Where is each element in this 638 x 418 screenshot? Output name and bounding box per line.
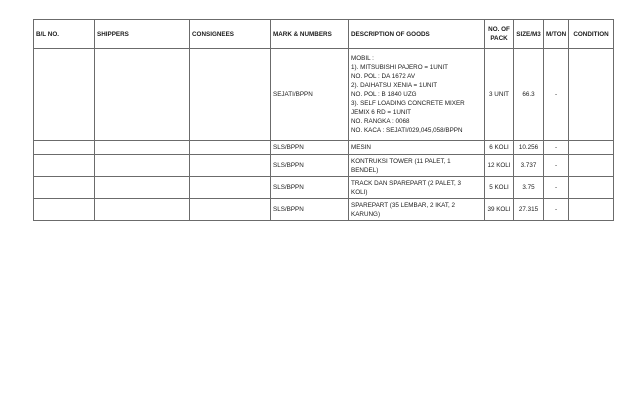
header-condition: CONDITION <box>569 20 614 49</box>
cell-size: 27.315 <box>514 199 544 221</box>
cell-size: 66.3 <box>514 49 544 141</box>
cell-consignees <box>190 141 271 155</box>
description-line: MESIN <box>351 144 371 151</box>
cell-shippers <box>95 155 190 177</box>
cell-condition <box>569 199 614 221</box>
table-row <box>34 49 614 141</box>
manifest-sheet <box>33 19 614 221</box>
header-shippers: SHIPPERS <box>95 20 190 49</box>
cell-description <box>349 155 485 177</box>
cell-condition <box>569 141 614 155</box>
cell-bl-no <box>34 155 95 177</box>
description-line: MOBIL : <box>351 55 374 62</box>
description-line: 1). MITSUBISHI PAJERO = 1UNIT <box>351 64 448 71</box>
cell-mton: - <box>544 49 569 141</box>
cell-shippers <box>95 49 190 141</box>
cell-consignees <box>190 49 271 141</box>
cell-description <box>349 49 485 141</box>
cell-shippers <box>95 199 190 221</box>
header-no-of-pack-line1: NO. OF <box>488 26 510 33</box>
table-row <box>34 199 614 221</box>
description-line: NO. POL : DA 1672 AV <box>351 73 416 80</box>
cell-pack: 5 KOLI <box>485 177 514 199</box>
cell-bl-no <box>34 141 95 155</box>
header-description: DESCRIPTION OF GOODS <box>349 20 485 49</box>
header-marks: MARK & NUMBERS <box>271 20 349 49</box>
cell-pack: 12 KOLI <box>485 155 514 177</box>
cell-pack: 3 UNIT <box>485 49 514 141</box>
description-line: 3). SELF LOADING CONCRETE MIXER <box>351 100 465 107</box>
description-line: KONTRUKSI TOWER (11 PALET, 1 <box>351 157 451 165</box>
header-no-of-pack <box>485 20 514 49</box>
table-row <box>34 141 614 155</box>
cell-marks: SLS/BPPN <box>271 155 349 177</box>
cell-size: 3.75 <box>514 177 544 199</box>
description-line: 2). DAIHATSU XENIA = 1UNIT <box>351 82 438 89</box>
description-line: KARUNG) <box>351 210 381 218</box>
header-row <box>34 20 614 49</box>
cell-size: 3.737 <box>514 155 544 177</box>
cell-consignees <box>190 199 271 221</box>
description-line: TRACK DAN SPAREPART (2 PALET, 3 <box>351 179 461 187</box>
description-line: KOLI) <box>351 188 368 196</box>
cell-marks: SLS/BPPN <box>271 141 349 155</box>
cell-consignees <box>190 177 271 199</box>
cell-bl-no <box>34 177 95 199</box>
cell-description <box>349 199 485 221</box>
cargo-manifest-table <box>33 19 614 221</box>
cell-bl-no <box>34 49 95 141</box>
header-bl-no: B/L NO. <box>34 20 95 49</box>
cell-condition <box>569 49 614 141</box>
description-line: JEMIX 6 RD = 1UNIT <box>351 109 412 116</box>
description-line: SPAREPART (35 LEMBAR, 2 IKAT, 2 <box>351 201 456 209</box>
cell-size: 10.256 <box>514 141 544 155</box>
cell-bl-no <box>34 199 95 221</box>
cell-pack: 39 KOLI <box>485 199 514 221</box>
header-size: SIZE/M3 <box>514 20 544 49</box>
cell-condition <box>569 177 614 199</box>
cell-condition <box>569 155 614 177</box>
table-row <box>34 155 614 177</box>
cell-marks: SLS/BPPN <box>271 199 349 221</box>
cell-mton: - <box>544 141 569 155</box>
cell-shippers <box>95 141 190 155</box>
cell-marks: SEJATI/BPPN <box>271 49 349 141</box>
header-no-of-pack-line2: PACK <box>490 35 508 42</box>
cell-description <box>349 141 485 155</box>
manifest-body <box>34 49 614 221</box>
cell-description <box>349 177 485 199</box>
cell-marks: SLS/BPPN <box>271 177 349 199</box>
cell-mton: - <box>544 199 569 221</box>
description-line: NO. KACA : SEJATI/029,045,058/BPPN <box>351 127 463 134</box>
description-line: NO. POL : B 1840 UZG <box>351 91 417 98</box>
description-line: NO. RANGKA : 0068 <box>351 118 410 125</box>
cell-shippers <box>95 177 190 199</box>
table-row <box>34 177 614 199</box>
cell-consignees <box>190 155 271 177</box>
description-line: BENDEL) <box>351 166 379 174</box>
header-consignees: CONSIGNEES <box>190 20 271 49</box>
cell-mton: - <box>544 177 569 199</box>
header-mton: M/TON <box>544 20 569 49</box>
cell-pack: 6 KOLI <box>485 141 514 155</box>
cell-mton: - <box>544 155 569 177</box>
